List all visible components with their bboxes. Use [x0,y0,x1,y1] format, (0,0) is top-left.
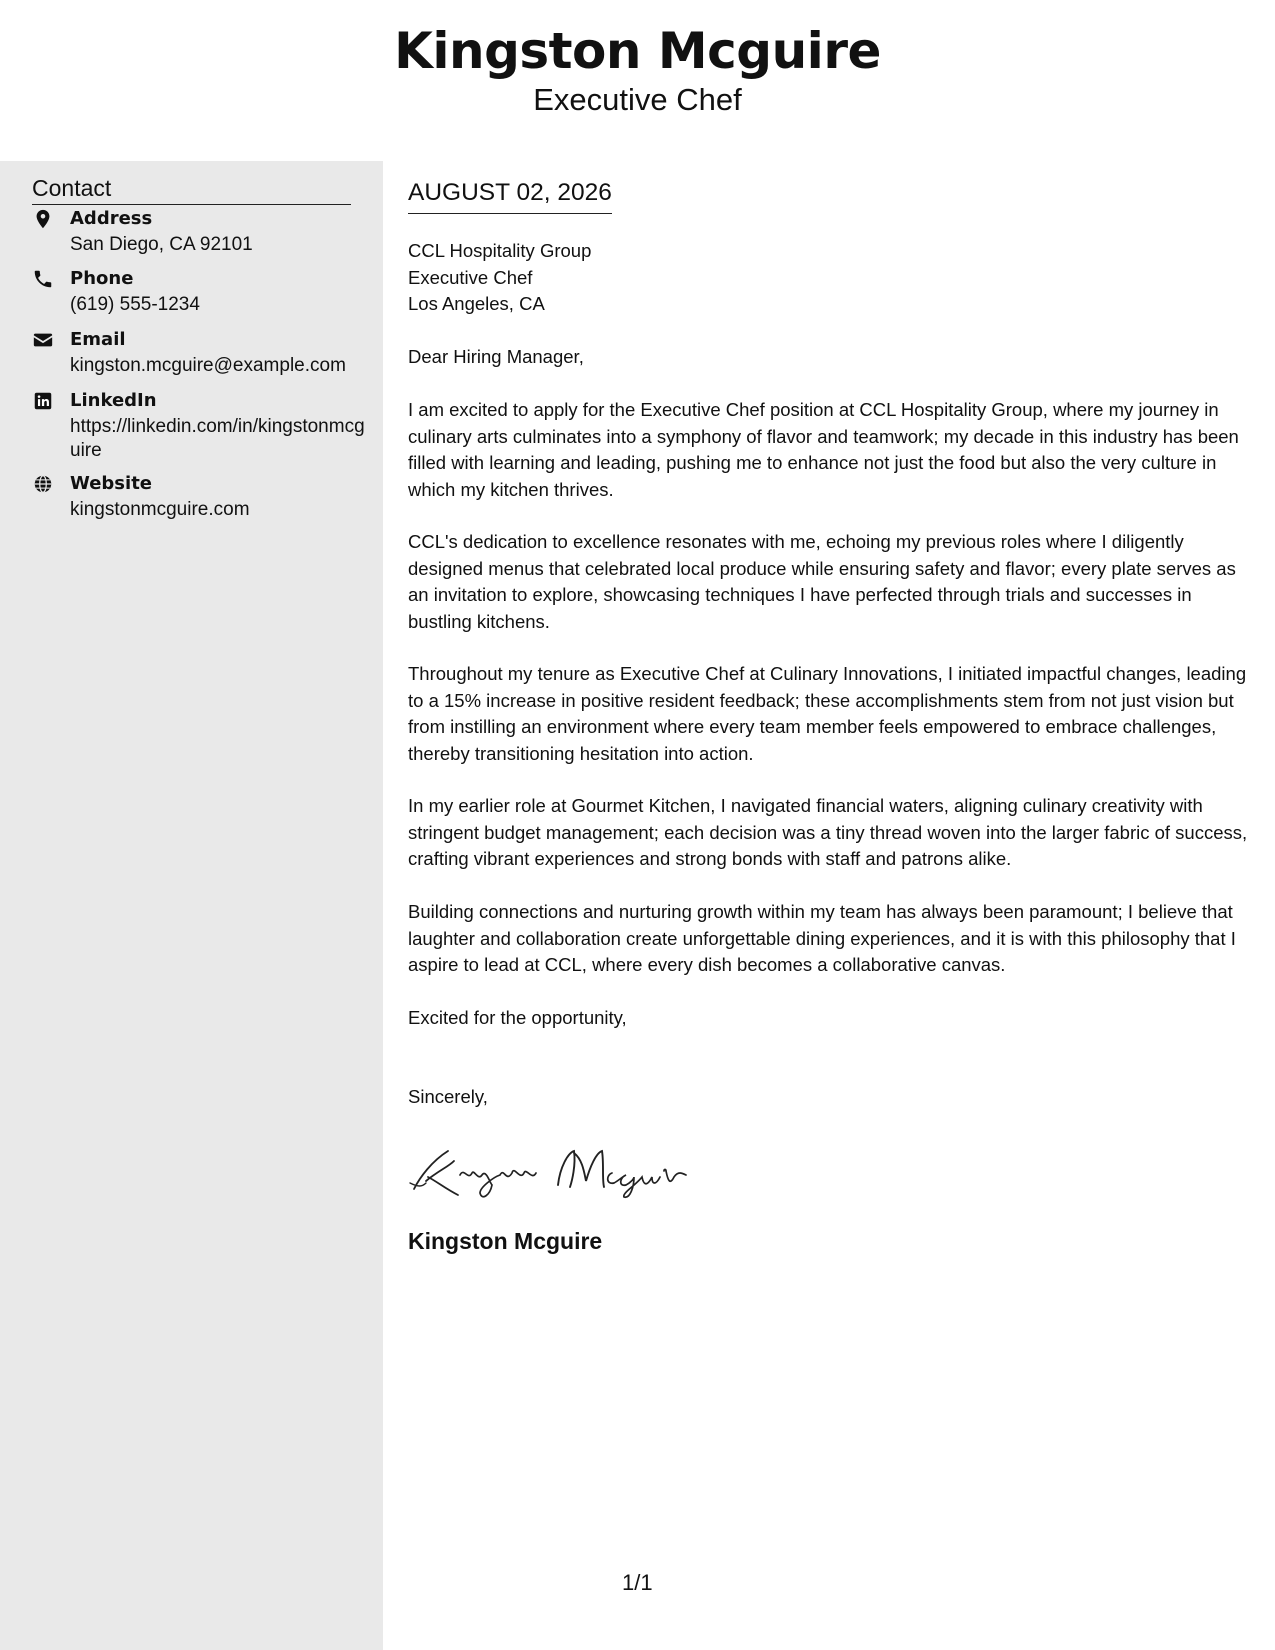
body-paragraph: Throughout my tenure as Executive Chef at Culinary Innovations, I initiated impactful changes, leading to a 15% increase in positive resident feedback; these accomplishments stem from not just vision but from instilling an environment where every team member feels empowered to embrace challenges, thereby transitioning hesitation into action. [408,663,1247,764]
contact-label: LinkedIn [70,390,157,411]
recipient-company: CCL Hospitality Group [408,240,592,261]
contact-value: (619) 555-1234 [70,294,200,315]
candidate-name: Kingston Mcguire [394,22,881,80]
resume-header [0,0,1275,160]
closing-line: Excited for the opportunity, [408,1007,627,1028]
globe-icon [32,473,54,495]
linkedin-icon [32,390,54,412]
contact-sidebar [0,161,383,1650]
contact-label: Website [70,473,153,494]
sign-off: Sincerely, [408,1086,488,1107]
signer-name: Kingston Mcguire [408,1228,603,1254]
body-paragraph: I am excited to apply for the Executive Chef position at CCL Hospitality Group, where my journey in culinary arts culminates into a symphony of flavor and teamwork; my decade in this industry has been filled with learning and leading, pushing me to enhance not just the food but also the very culture in which my kitchen thrives. [408,399,1239,500]
letter-date: AUGUST 02, 2026 [408,179,612,214]
candidate-title: Executive Chef [533,82,742,117]
contact-label: Phone [70,268,134,289]
recipient-position: Executive Chef [408,266,533,288]
signature-graphic [408,1137,708,1207]
body-paragraph: CCL's dedication to excellence resonates with me, echoing my previous roles where I diligently designed menus that celebrated local produce while ensuring safety and flavor; every plate serves as an invitation to explore, showcasing techniques I have perfected through trials and successes in bustling kitchens. [408,531,1236,632]
body-paragraph: Building connections and nurturing growth within my team has always been paramount; I believe that laughter and collaboration create unforgettable dining experiences, and it is with this philosophy that I aspire to lead at CCL, where every dish becomes a collaborative canvas. [408,901,1236,975]
contact-value[interactable]: https://linkedin.com/in/kingstonmcguire [70,416,365,461]
page-number: 1/1 [622,1570,653,1595]
phone-icon [32,268,54,290]
salutation: Dear Hiring Manager, [408,346,584,367]
contact-heading: Contact [32,175,351,205]
contact-value: San Diego, CA 92101 [70,234,253,255]
contact-value[interactable]: kingstonmcguire.com [70,499,250,520]
contact-label: Address [70,208,153,229]
recipient-block [408,238,591,318]
contact-label: Email [70,329,126,350]
envelope-icon [32,329,54,351]
handwritten-signature [408,1137,708,1207]
map-pin-icon [32,208,54,230]
recipient-location: Los Angeles, CA [408,293,545,314]
body-paragraph: In my earlier role at Gourmet Kitchen, I navigated financial waters, aligning culinary creativity with stringent budget management; each decision was a tiny thread woven into the larger fabric of success, crafting vibrant experiences and strong bonds with staff and patrons alike. [408,795,1248,869]
contact-value: kingston.mcguire@example.com [70,355,346,376]
